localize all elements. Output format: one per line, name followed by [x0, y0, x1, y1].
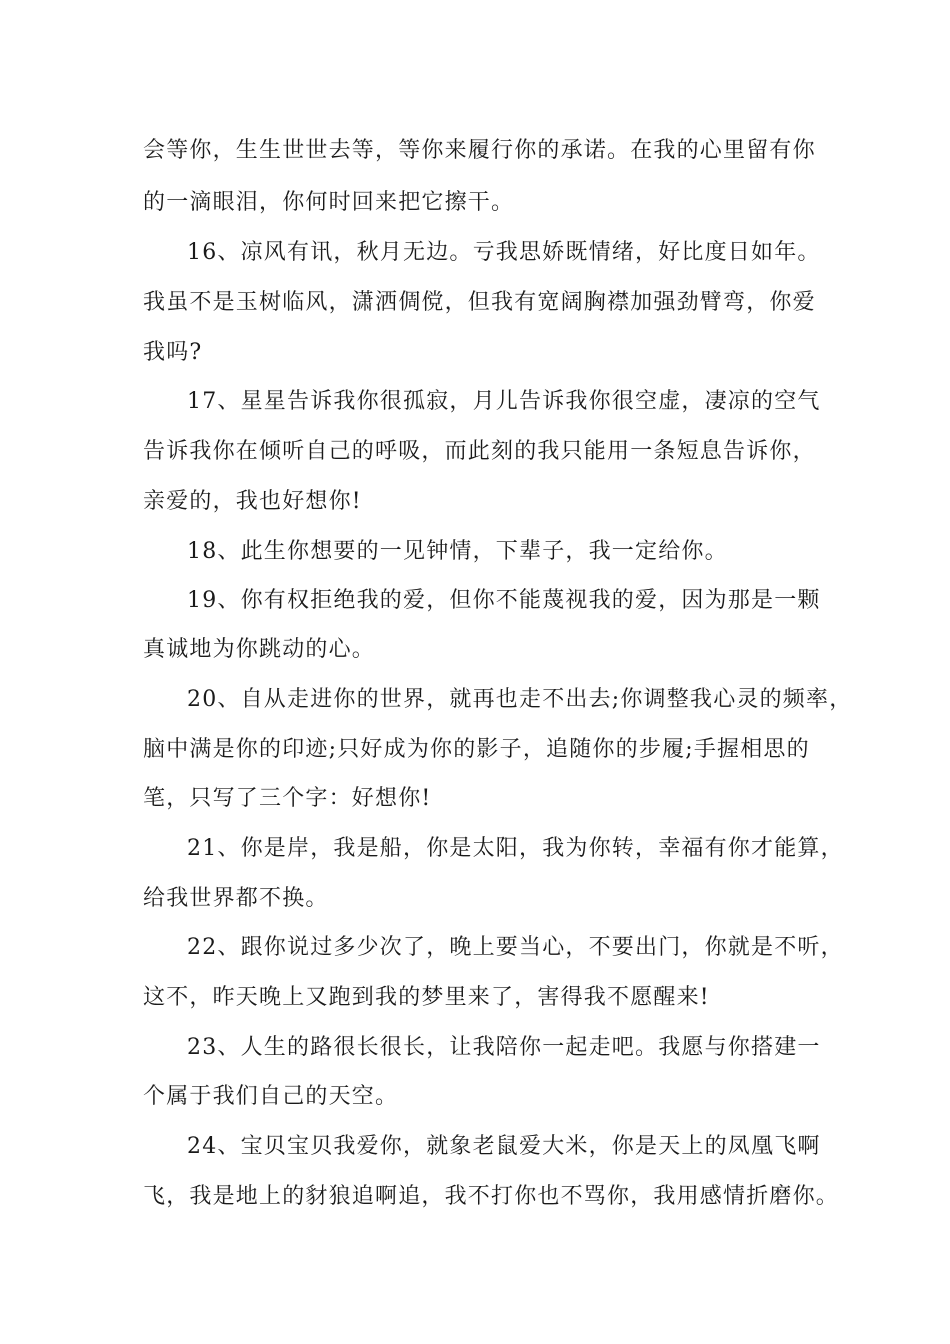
text-line: 22、跟你说过多少次了，晚上要当心，不要出门，你就是不听，	[187, 935, 844, 960]
text-line: 亲爱的，我也好想你!	[143, 489, 362, 514]
text-line: 24、宝贝宝贝我爱你，就象老鼠爱大米，你是天上的凤凰飞啊	[187, 1134, 821, 1159]
text-line: 17、星星告诉我你很孤寂，月儿告诉我你很空虚，凄凉的空气	[187, 389, 821, 414]
text-line: 18、此生你想要的一见钟情，下辈子，我一定给你。	[187, 539, 728, 564]
text-line: 给我世界都不换。	[143, 886, 329, 911]
text-line: 这不，昨天晚上又跑到我的梦里来了，害得我不愿醒来!	[143, 985, 710, 1010]
text-line: 我吗?	[143, 340, 203, 365]
text-line: 20、自从走进你的世界，就再也走不出去;你调整我心灵的频率，	[187, 687, 853, 712]
text-line: 23、人生的路很长很长，让我陪你一起走吧。我愿与你搭建一	[187, 1035, 821, 1060]
text-line: 告诉我你在倾听自己的呼吸，而此刻的我只能用一条短息告诉你，	[143, 439, 816, 464]
text-line: 21、你是岸，我是船，你是太阳，我为你转，幸福有你才能算，	[187, 836, 844, 861]
text-line: 真诚地为你跳动的心。	[143, 637, 376, 662]
text-line: 笔，只写了三个字：好想你!	[143, 786, 432, 811]
text-line: 19、你有权拒绝我的爱，但你不能蔑视我的爱，因为那是一颗	[187, 588, 821, 613]
text-line: 16、凉风有讯，秋月无边。亏我思娇既情绪，好比度日如年。	[187, 240, 821, 265]
text-line: 脑中满是你的印迹;只好成为你的影子，追随你的步履;手握相思的	[143, 737, 810, 762]
text-line: 个属于我们自己的天空。	[143, 1084, 399, 1109]
text-line: 的一滴眼泪，你何时回来把它擦干。	[143, 190, 515, 215]
text-line: 会等你，生生世世去等，等你来履行你的承诺。在我的心里留有你	[143, 138, 816, 163]
text-line: 飞，我是地上的豺狼追啊追，我不打你也不骂你，我用感情折磨你。	[143, 1184, 840, 1209]
text-line: 我虽不是玉树临风，潇洒倜傥，但我有宽阔胸襟加强劲臂弯，你爱	[143, 290, 816, 315]
